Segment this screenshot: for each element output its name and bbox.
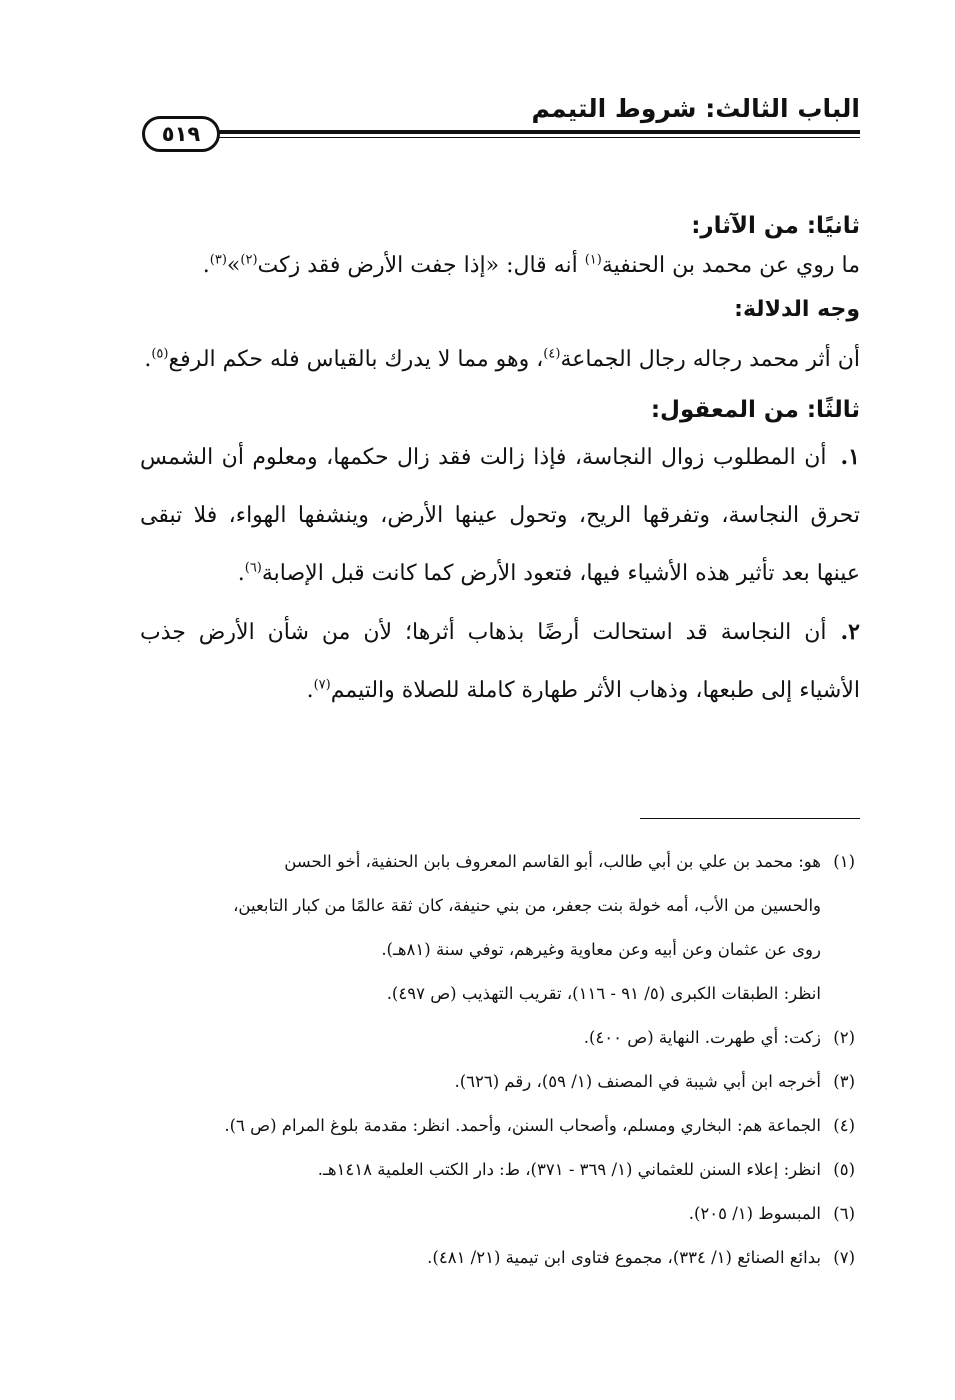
item-number: ٢. xyxy=(840,619,860,645)
athar-paragraph xyxy=(140,244,860,288)
footnote-1-line-4: انظر: الطبقات الكبرى (٥/ ٩١ - ١١٦)، تقريب التهذيب (ص ٤٩٧). xyxy=(386,984,821,1003)
footnote-ref-6[interactable]: (٦) xyxy=(244,560,262,576)
list-item xyxy=(140,428,860,603)
list-item xyxy=(140,603,860,720)
footnote-2 xyxy=(140,1016,855,1060)
athar-text-1: ما روي عن محمد بن الحنفية xyxy=(601,253,860,278)
footnote-number: (٦) xyxy=(833,1204,855,1223)
footnote-ref-3[interactable]: (٣) xyxy=(209,252,227,268)
header-rule xyxy=(210,130,860,134)
footnote-ref-4[interactable]: (٤) xyxy=(543,346,561,362)
athar-text-4: . xyxy=(202,253,210,278)
footnote-number: (٥) xyxy=(833,1160,855,1179)
footnote-number: (٤) xyxy=(833,1116,855,1135)
footnotes xyxy=(140,840,855,1280)
chapter-title: الباب الثالث: شروط التيمم xyxy=(531,94,860,123)
footnote-6 xyxy=(140,1192,855,1236)
page-header xyxy=(140,92,860,152)
footnote-ref-2[interactable]: (٢) xyxy=(240,252,258,268)
item-end: . xyxy=(306,678,314,703)
item-text: أن المطلوب زوال النجاسة، فإذا زالت فقد زال حكمها، ومعلوم أن الشمس تحرق النجاسة، وتفرقها الريح، وتحول عينها الأرض، وينشفها الهواء، فلا تبقى عينها بعد تأثير هذه الأشياء فيها، فتعود الأرض كما كانت قبل الإصابة xyxy=(140,445,860,586)
footnote-text: انظر: إعلاء السنن للعثماني (١/ ٣٦٩ - ٣٧١)، ط: دار الكتب العلمية ١٤١٨هـ. xyxy=(317,1160,821,1179)
footnote-text: أخرجه ابن أبي شيبة في المصنف (١/ ٥٩)، رقم (٦٢٦). xyxy=(454,1072,821,1091)
athar-text-3: » xyxy=(226,253,241,278)
item-text: أن النجاسة قد استحالت أرضًا بذهاب أثرها؛ لأن من شأن الأرض جذب الأشياء إلى طبعها، وذهاب الأثر طهارة كاملة للصلاة والتيمم xyxy=(140,620,860,703)
footnote-3 xyxy=(140,1060,855,1104)
athar-heading: ثانيًا: من الآثار: xyxy=(691,213,860,239)
item-end: . xyxy=(237,561,245,586)
athar-text-2: أنه قال: «إذا جفت الأرض فقد زكت xyxy=(257,253,585,278)
footnote-text: هو: محمد بن علي بن أبي طالب، أبو القاسم المعروف بابن الحنفية، أخو الحسن xyxy=(284,852,821,871)
maqul-heading: ثالثًا: من المعقول: xyxy=(650,397,860,423)
wajh-paragraph xyxy=(140,338,860,382)
footnote-number: (٢) xyxy=(833,1028,855,1047)
footnote-number: (١) xyxy=(833,852,855,871)
footnote-ref-1[interactable]: (١) xyxy=(584,252,602,268)
footnote-number: (٣) xyxy=(833,1072,855,1091)
footnote-text: الجماعة هم: البخاري ومسلم، وأصحاب السنن، وأحمد. انظر: مقدمة بلوغ المرام (ص ٦). xyxy=(224,1116,821,1135)
footnote-1-line-2: والحسين من الأب، أمه خولة بنت جعفر، من بني حنيفة، كان ثقة عالمًا من كبار التابعين، xyxy=(233,896,821,915)
footnote-1 xyxy=(140,840,855,884)
main-text xyxy=(140,208,860,720)
footnote-separator xyxy=(640,818,860,819)
wajh-text-1: أن أثر محمد رجاله رجال الجماعة xyxy=(560,347,860,372)
footnote-ref-7[interactable]: (٧) xyxy=(313,677,331,693)
wajh-text-3: . xyxy=(144,347,152,372)
wajh-heading: وجه الدلالة: xyxy=(734,297,860,322)
header-rule-thin xyxy=(210,137,860,138)
footnote-1-line-3: روى عن عثمان وعن أبيه وعن معاوية وغيرهم، توفي سنة (٨١هـ). xyxy=(381,940,821,959)
footnote-ref-5[interactable]: (٥) xyxy=(151,346,169,362)
footnote-text: المبسوط (١/ ٢٠٥). xyxy=(688,1204,821,1223)
wajh-text-2: ، وهو مما لا يدرك بالقياس فله حكم الرفع xyxy=(168,347,544,372)
page-number: ٥١٩ xyxy=(142,116,220,152)
footnote-5 xyxy=(140,1148,855,1192)
footnote-4 xyxy=(140,1104,855,1148)
item-number: ١. xyxy=(840,444,860,470)
footnote-text: زكت: أي طهرت. النهاية (ص ٤٠٠). xyxy=(583,1028,821,1047)
footnote-7 xyxy=(140,1236,855,1280)
footnote-text: بدائع الصنائع (١/ ٣٣٤)، مجموع فتاوى ابن تيمية (٢١/ ٤٨١). xyxy=(427,1248,821,1267)
footnote-number: (٧) xyxy=(833,1248,855,1267)
